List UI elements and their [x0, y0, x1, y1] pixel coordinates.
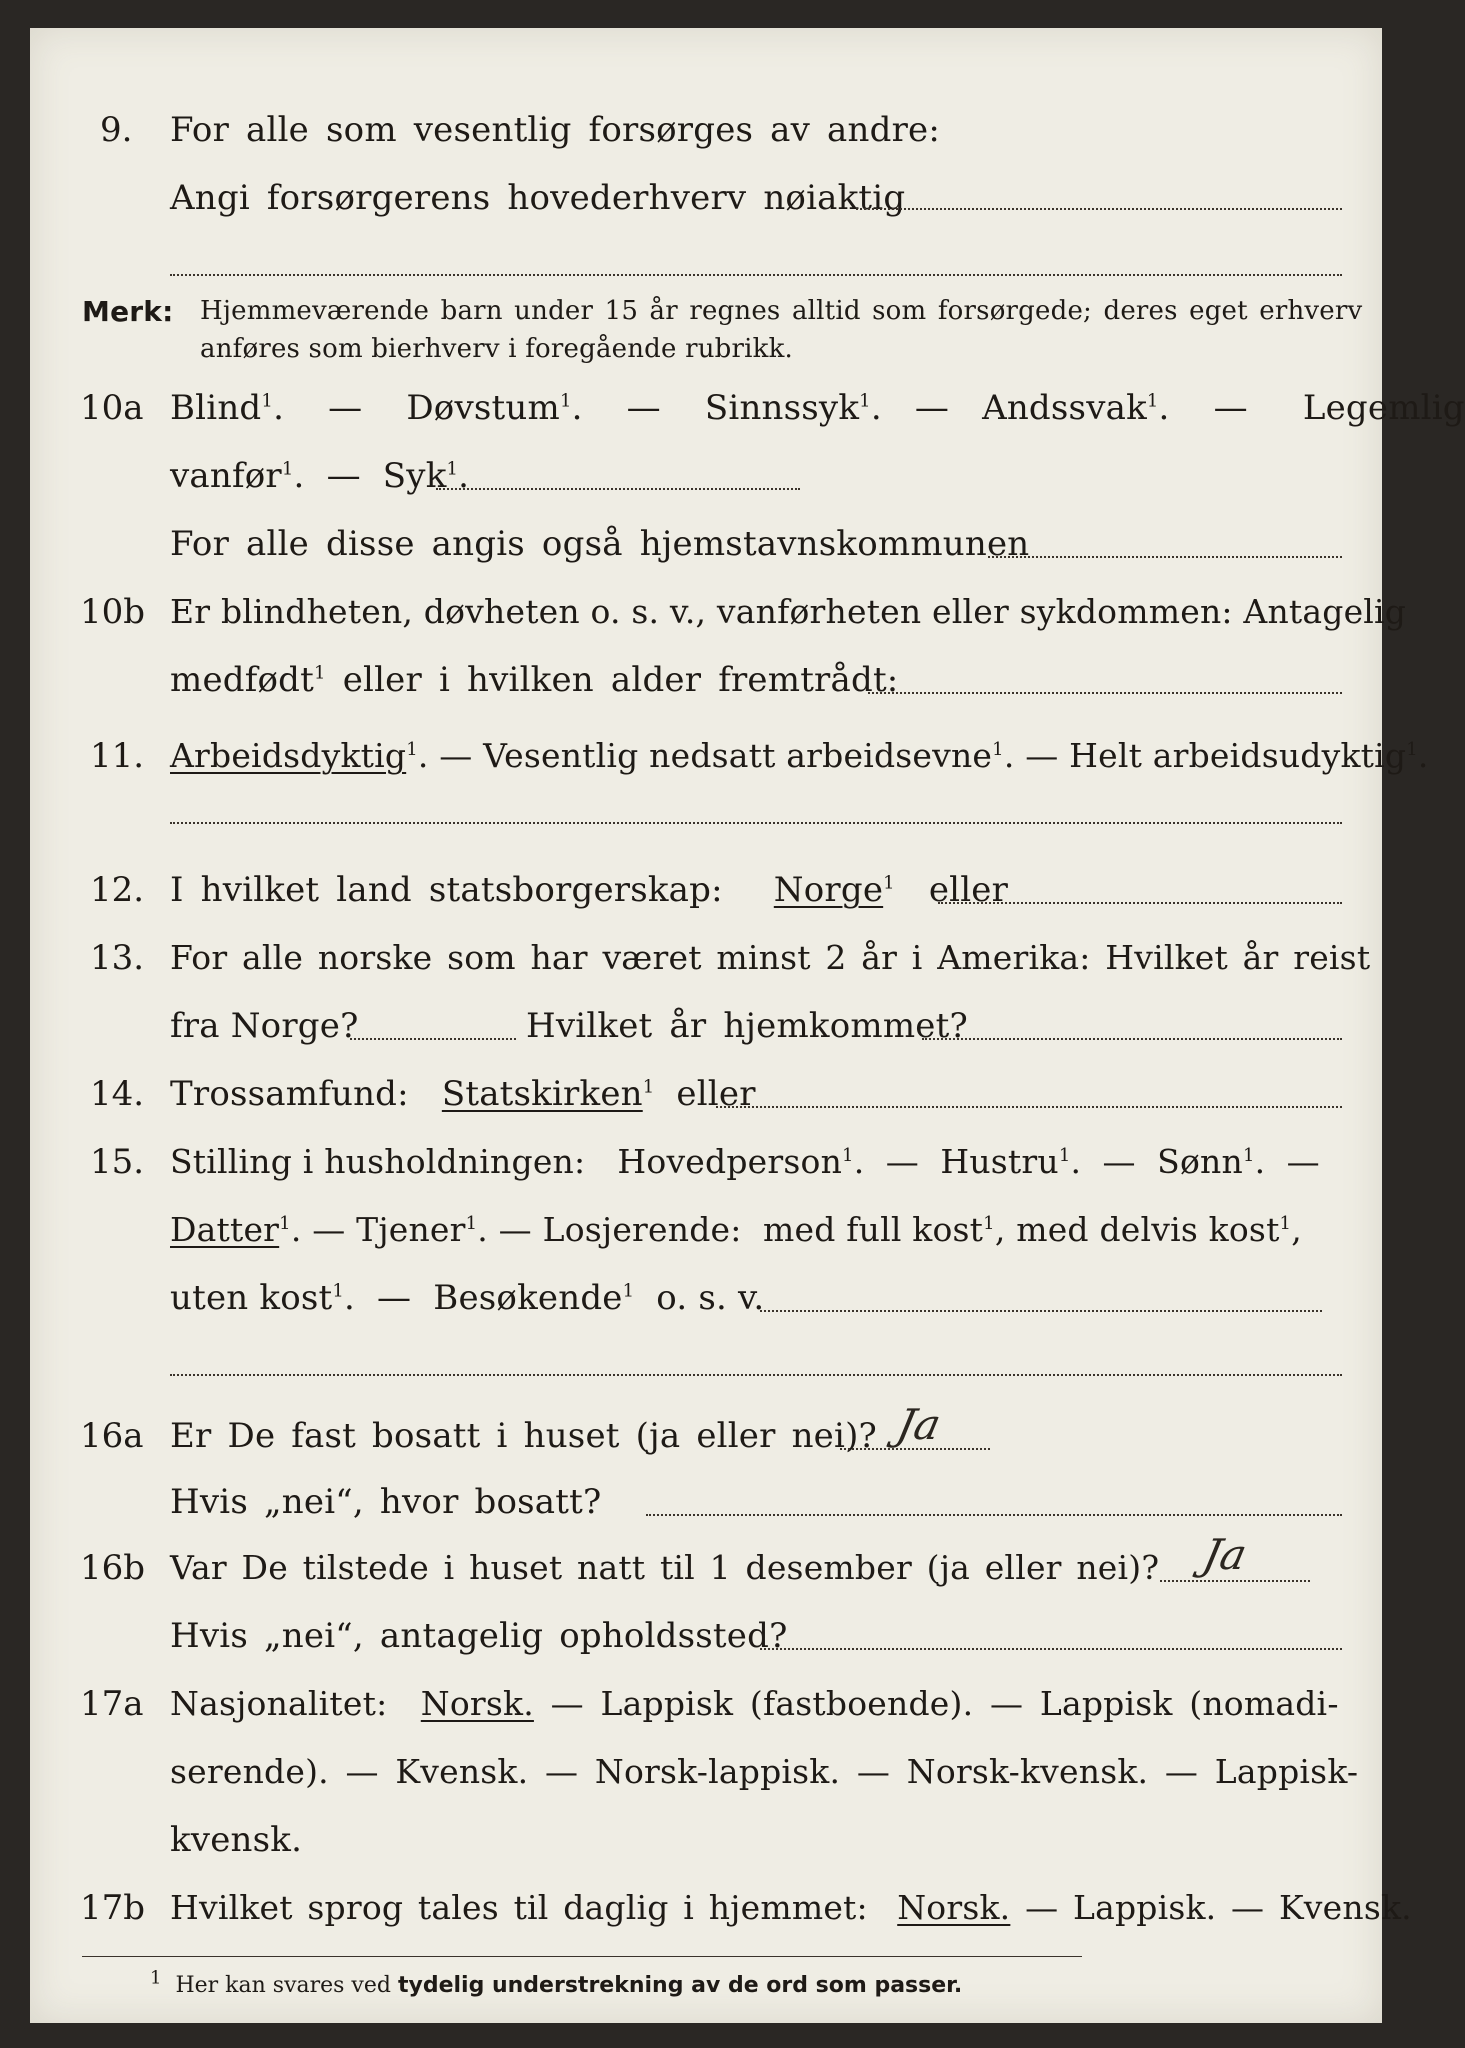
q12-number: 12. [90, 870, 145, 910]
q16b-line2: Hvis „nei“, antagelig opholdssted? [170, 1616, 788, 1656]
hjemkommet-year-field[interactable] [922, 1038, 1342, 1040]
option-blind: Blind [170, 388, 262, 428]
q13-line1: For alle norske som har været minst 2 år i Amerika: Hvilket år reist [170, 938, 1371, 977]
q12-line: I hvilket land statsborgerskap: Norge$^1$ eller [170, 870, 1009, 910]
footnote-rule [82, 1956, 1082, 1957]
q15-answer-field[interactable] [760, 1310, 1322, 1312]
q10a-number: 10a [80, 388, 144, 428]
q10a-line2: vanfør$^1$. — Syk$^1$. [170, 456, 470, 496]
q9-answer-field[interactable] [856, 208, 1342, 210]
q15-number: 15. [90, 1142, 145, 1182]
option-hovedperson: Hovedperson [617, 1142, 843, 1181]
q16b-answer-field[interactable] [1160, 1580, 1310, 1582]
merk-line2: anføres som bierhverv i foregående rubrikk. [200, 334, 794, 364]
q10a-answer-field[interactable] [436, 488, 800, 490]
q17a-line3: kvensk. [170, 1820, 303, 1860]
option-tjener: Tjener [356, 1210, 466, 1249]
q17a-line2: serende). — Kvensk. — Norsk-lappisk. — Norsk-kvensk. — Lappisk- [170, 1752, 1359, 1791]
q17a-number: 17a [80, 1684, 144, 1724]
option-besokende: Besøkende [433, 1278, 623, 1318]
option-andssvak: Andssvak [982, 388, 1147, 428]
option-sonn: Sønn [1157, 1142, 1243, 1181]
option-udyktig: Helt arbeidsudyktig [1069, 736, 1407, 775]
option-hustru: Hustru [940, 1142, 1059, 1181]
q13-number: 13. [90, 938, 145, 978]
option-norge: Norge [773, 870, 884, 910]
option-vanfor: vanfør [170, 456, 282, 496]
option-legemlig: Legemlig [1302, 388, 1465, 428]
q10a-line1: Blind$^1$. — Døvstum$^1$. — Sinnssyk$^1$. — Andssvak$^1$. — Legemlig [170, 388, 1465, 428]
q16a-number: 16a [80, 1416, 144, 1456]
option-nedsatt: Vesentlig nedsatt arbeidsevne [483, 736, 993, 775]
q9-number: 9. [100, 110, 133, 150]
q11-line1: Arbeidsdyktig$^1$. — Vesentlig nedsatt arbeidsevne$^1$. — Helt arbeidsudyktig$^1$. [170, 736, 1429, 775]
option-med-full-kost: med full kost [762, 1210, 984, 1249]
option-uten-kost: uten kost [170, 1278, 333, 1318]
q15-line1: Stilling i husholdningen: Hovedperson$^1$. — Hustru$^1$. — Sønn$^1$. — [170, 1142, 1320, 1181]
merk-label: Merk: [82, 295, 174, 328]
q9-answer-line2[interactable] [170, 274, 1342, 276]
q10b-number: 10b [80, 592, 146, 632]
q16b-opholdssted-field[interactable] [760, 1648, 1342, 1650]
census-form-page [30, 28, 1465, 2023]
q11-answer-line[interactable] [170, 822, 1342, 824]
q16b-line1: Var De tilstede i huset natt til 1 desember (ja eller nei)? [170, 1548, 1160, 1587]
q16b-number: 16b [80, 1548, 146, 1588]
q10a-line3: For alle disse angis også hjemstavnskommunen [170, 524, 1030, 564]
q15-line3: uten kost$^1$. — Besøkende$^1$ o. s. v. [170, 1278, 765, 1318]
q17b-line1: Hvilket sprog tales til daglig i hjemmet: Norsk. — Lappisk. — Kvensk. [170, 1888, 1412, 1927]
q16b-handwritten-answer: Ja [1198, 1530, 1252, 1579]
q16a-line1: Er De fast bosatt i huset (ja eller nei)? [170, 1416, 877, 1456]
q16a-handwritten-answer: Ja [892, 1400, 946, 1449]
q14-line: Trossamfund: Statskirken$^1$ eller [170, 1074, 756, 1114]
option-norsk-sprog: Norsk. [897, 1888, 1011, 1927]
q16a-line2: Hvis „nei“, hvor bosatt? [170, 1482, 602, 1522]
reist-year-field[interactable] [350, 1038, 516, 1040]
option-statskirken: Statskirken [441, 1074, 643, 1114]
q15-line2: Datter$^1$. — Tjener$^1$. — Losjerende: med full kost$^1$, med delvis kost$^1$, [170, 1210, 1302, 1249]
q10b-answer-field[interactable] [868, 692, 1342, 694]
merk-line1: Hjemmeværende barn under 15 år regnes alltid som forsørgede; deres eget erhverv [200, 296, 1363, 326]
option-syk: Syk [382, 456, 447, 496]
q10b-line2: medfødt$^1$ eller i hvilken alder fremtrådt: [170, 660, 899, 700]
q17a-line1: Nasjonalitet: Norsk. — Lappisk (fastboende). — Lappisk (nomadi- [170, 1684, 1339, 1723]
option-datter: Datter [170, 1210, 280, 1249]
q16a-bosatt-field[interactable] [646, 1514, 1342, 1516]
q11-number: 11. [90, 736, 145, 776]
q12-answer-field[interactable] [938, 902, 1342, 904]
q10b-line1: Er blindheten, døvheten o. s. v., vanførheten eller sykdommen: Antagelig [170, 592, 1407, 631]
option-norsk-nasjonalitet: Norsk. [420, 1684, 534, 1723]
q14-answer-field[interactable] [716, 1106, 1342, 1108]
q14-number: 14. [90, 1074, 145, 1114]
option-sinnssyk: Sinnssyk [704, 388, 860, 428]
hjemstavnskommune-field[interactable] [988, 556, 1342, 558]
q17b-number: 17b [80, 1888, 146, 1928]
option-dovstum: Døvstum [406, 388, 560, 428]
footnote: $^1$ Her kan svares ved tydelig understrekning av de ord som passer. [150, 1967, 963, 1998]
q13-line2a: fra Norge? [170, 1006, 359, 1046]
option-delvis-kost: med delvis kost [1016, 1210, 1280, 1249]
q9-line2: Angi forsørgerens hovederhverv nøiaktig [170, 178, 906, 218]
option-arbeidsdyktig: Arbeidsdyktig [170, 736, 407, 775]
q15-answer-line2[interactable] [170, 1374, 1342, 1376]
q13-line2b: Hvilket år hjemkommet? [526, 1006, 968, 1046]
q9-line1: For alle som vesentlig forsørges av andre: [170, 110, 941, 150]
